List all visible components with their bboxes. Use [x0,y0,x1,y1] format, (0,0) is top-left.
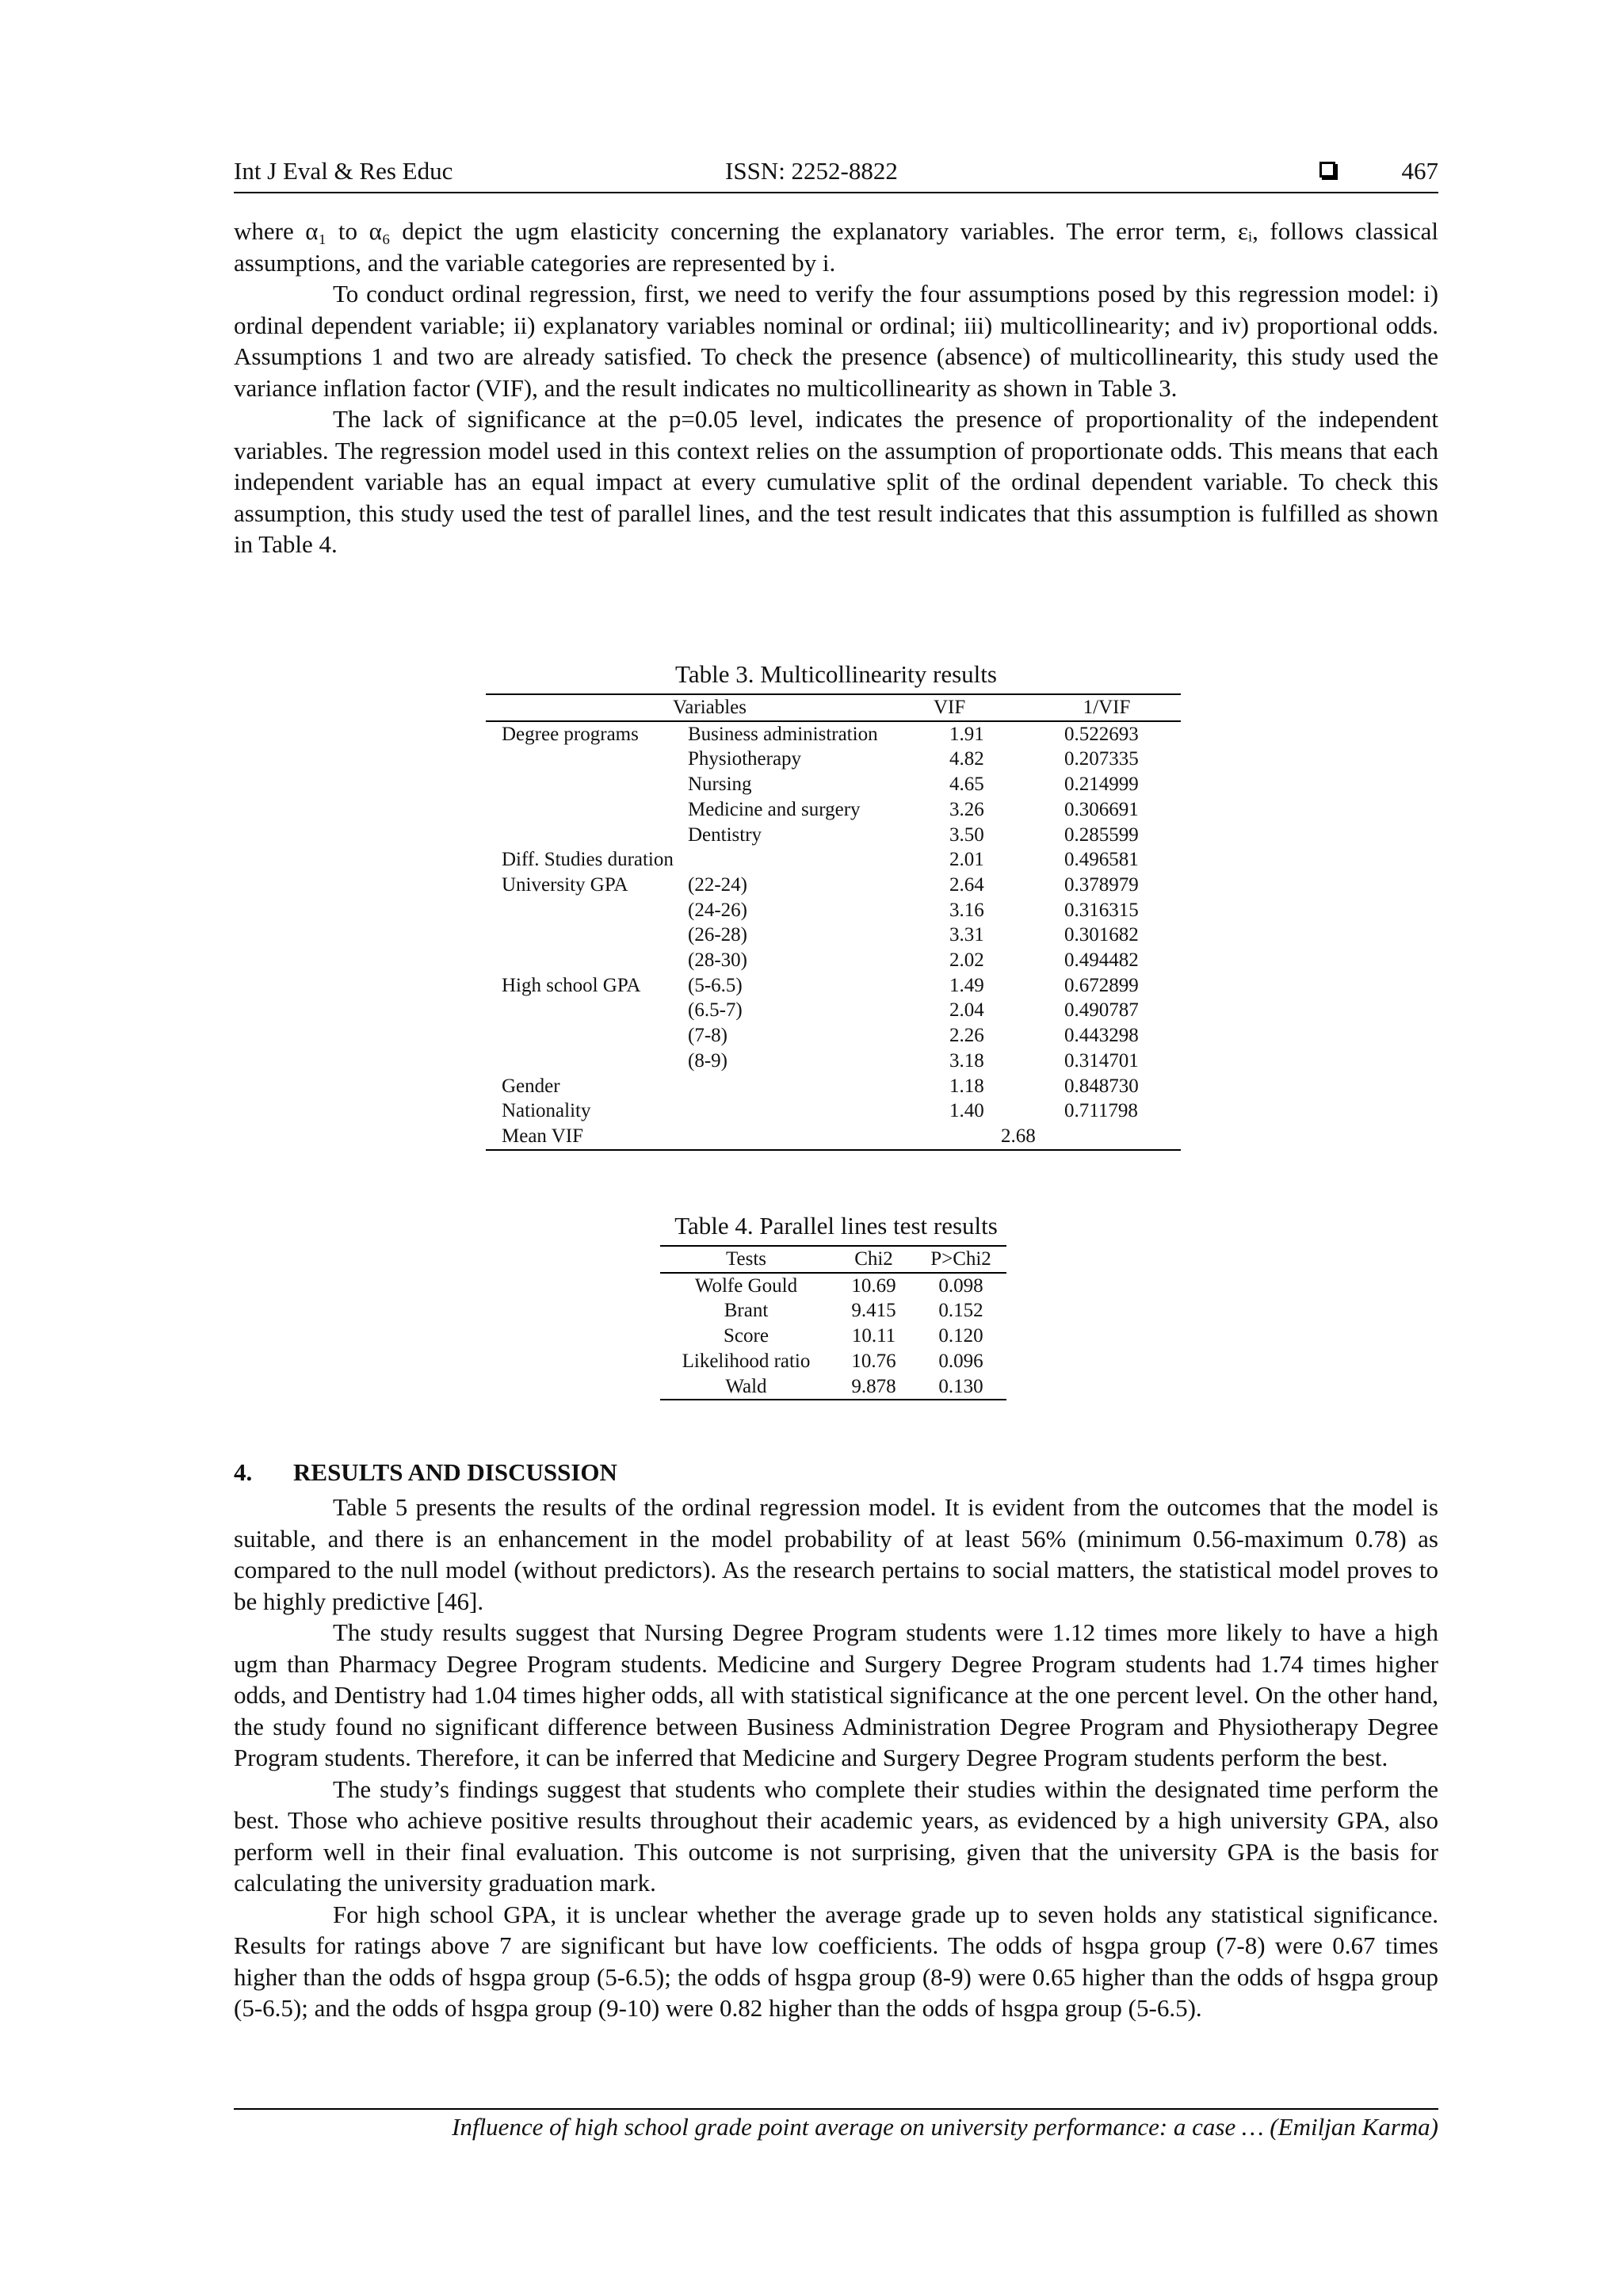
table-cell: Wolfe Gould [694,1274,798,1297]
table-cell: Diff. Studies duration [502,849,674,871]
table-cell [486,772,688,797]
table3-header-variables: Variables [486,694,934,721]
table-cell: 4.65 [949,774,984,796]
journal-name: Int J Eval & Res Educ [234,157,453,185]
table-cell [688,1074,934,1099]
table-cell: Degree programs [502,723,639,745]
table-cell: 0.848730 [1064,1075,1139,1097]
table-cell: 0.130 [915,1374,1006,1400]
table-cell: (22-24) [688,873,747,896]
table-row [486,797,1181,823]
table-row [486,998,1181,1023]
table-cell: (8-9) [688,1049,727,1072]
table-cell [486,1023,688,1049]
paragraph: To conduct ordinal regression, first, we need to verify the four assumptions posed by this regression model: i) ordinal dependent variable; ii) explanatory variables nominal or ordinal; iii) multicollinearity; and iv) proportional odds. Assumptions 1 and two are already satisfied. To check the presence (absence) of multicollinearity, this study used the variance inflation factor (VIF), and the result indicates no multicollinearity as shown in Table 3. [234,280,1438,402]
table-cell: 0.152 [938,1300,983,1322]
issn: ISSN: 2252-8822 [725,157,898,185]
table-cell: Brant [724,1300,769,1322]
table-cell: 0.301682 [1064,924,1139,946]
table-row [486,747,1181,772]
table-cell [486,898,688,923]
table-cell: 10.11 [851,1325,896,1347]
results-text [234,1492,1438,2024]
paragraph: where α₁ to α₆ depict the ugm elasticity concerning the explanatory variables. The error term, εᵢ, follows classical assumptions, and the variable categories are represented by i. [234,217,1438,277]
table4-header-chi2: Chi2 [832,1246,915,1273]
table-cell: Business administration [688,723,878,745]
table-cell [486,747,688,772]
table-row [486,1074,1181,1099]
checkbox-icon [1319,162,1335,178]
table-cell: 2.26 [949,1025,984,1047]
table-cell: 10.76 [851,1350,896,1372]
table-cell: 9.415 [851,1300,896,1322]
table-cell: Nationality [502,1100,591,1122]
table-cell: 2.04 [949,999,984,1022]
table4 [660,1245,1006,1400]
table-cell: 0.098 [938,1274,983,1297]
table-row [486,1098,1181,1124]
table-cell: 0.316315 [1064,899,1139,921]
table3-caption: Table 3. Multicollinearity results [675,660,997,688]
mean-label: Mean VIF [486,1124,688,1150]
table-cell: 0.120 [938,1325,983,1347]
table-cell [486,1049,688,1074]
table-cell: 0.490787 [1064,999,1139,1022]
section-number: 4. [234,1458,253,1486]
table-cell: (24-26) [688,899,747,921]
table-cell [486,823,688,848]
table-cell: University GPA [502,873,628,896]
table4-body [660,1273,1006,1400]
table-cell: Likelihood ratio [682,1350,811,1372]
table-cell: 0.207335 [1064,748,1139,770]
table-cell: 0.711798 [1064,1100,1138,1122]
table-cell: 1.18 [949,1075,984,1097]
table-cell: 0.672899 [1064,974,1139,996]
table-cell [486,998,688,1023]
table-row [660,1273,1006,1299]
table-cell: 3.18 [949,1049,984,1072]
table3-header-inv-vif: 1/VIF [1033,694,1181,721]
table4-caption: Table 4. Parallel lines test results [674,1212,998,1240]
table-cell: Medicine and surgery [688,798,861,820]
table-cell: (6.5-7) [688,999,743,1022]
table-row [486,873,1181,898]
table-row-mean [486,1124,1181,1150]
table-cell: Dentistry [688,823,762,846]
table-cell: 0.285599 [1064,823,1139,846]
table-cell: 0.496581 [1064,849,1139,871]
table-cell: (5-6.5) [688,974,743,996]
table-row [486,923,1181,948]
table-cell: (26-28) [688,924,747,946]
table-cell [486,948,688,973]
table-cell: 3.31 [949,924,984,946]
table-cell: 0.306691 [1064,798,1139,820]
paragraph: For high school GPA, it is unclear whether the average grade up to seven holds any statistical significance. Results for ratings above 7 are significant but have low coefficients. The odds of hsgpa group (7-8) were 0.67 times higher than the odds of hsgpa group (5-6.5); the odds of hsgpa group (8-9) were 0.65 higher than the odds of hsgpa group (5-6.5); and the odds of hsgpa group (9-10) were 0.82 higher than the odds of hsgpa group (5-6.5). [234,1900,1438,2022]
table3-header-vif: VIF [934,694,1033,721]
table-cell: 2.01 [949,849,984,871]
table-cell: 1.91 [949,723,984,745]
table-row [660,1374,1006,1400]
table-cell: 1.49 [949,974,984,996]
paragraph: The lack of significance at the p=0.05 level, indicates the presence of proportionality of the independent variables. The regression model used in this context relies on the assumption of proportionate odds. This means that each independent variable has an equal impact at every cumulative split of the ordinal dependent variable. To check this assumption, this study used the test of parallel lines, and the test result indicates that this assumption is fulfilled as shown in Table 4. [234,405,1438,558]
table-cell: Physiotherapy [688,748,802,770]
table-cell: 0.314701 [1064,1049,1139,1072]
table3 [486,693,1181,1151]
table-row [486,721,1181,747]
running-header [234,157,1438,193]
table-cell: 1.40 [949,1100,984,1122]
table-cell: 0.494482 [1064,949,1139,972]
table-row [486,1023,1181,1049]
table-row [486,847,1181,873]
table-cell [486,797,688,823]
table-cell: 2.02 [949,949,984,972]
table-cell: Nursing [688,774,752,796]
table-cell: 0.096 [938,1350,983,1372]
table-row [486,772,1181,797]
empty-cell [688,1124,934,1150]
table-cell: Wald [660,1374,832,1400]
running-footer: Influence of high school grade point average on university performance: a case … (Emiljan Karma) [234,2108,1438,2141]
table-cell: 3.16 [949,899,984,921]
paragraph: The study results suggest that Nursing Degree Program students were 1.12 times more likely to have a high ugm than Pharmacy Degree Program students. Medicine and Surgery Degree Program students had 1.74 times higher odds, and Dentistry had 1.04 times higher odds, all with statistical significance at the one percent level. On the other hand, the study found no significant difference between Business Administration Degree Program and Physiotherapy Degree Program students. Therefore, it can be inferred that Medicine and Surgery Degree Program students perform the best. [234,1618,1438,1771]
table-row [486,973,1181,999]
section-title: RESULTS AND DISCUSSION [293,1458,617,1486]
table-cell: 0.214999 [1064,774,1139,796]
table4-header-p: P>Chi2 [915,1246,1006,1273]
page-number: 467 [1401,157,1438,185]
table4-header-tests: Tests [660,1246,832,1273]
table-cell: 3.26 [949,798,984,820]
table-cell: 3.50 [949,823,984,846]
table-cell: Gender [502,1075,560,1097]
table-row [660,1298,1006,1324]
table-cell: Score [724,1325,769,1347]
table-cell: 0.378979 [1064,873,1139,896]
table-cell [688,1098,934,1124]
table-cell: 2.64 [949,873,984,896]
table-row [486,898,1181,923]
table-cell: 0.443298 [1064,1025,1139,1047]
paragraph: The study’s findings suggest that students who complete their studies within the designated time perform the best. Those who achieve positive results throughout their academic years, as evidenced by a high university GPA, also perform well in their final evaluation. This outcome is not surprising, given that the university GPA is the basis for calculating the university graduation mark. [234,1775,1438,1897]
table-cell: High school GPA [502,974,641,996]
table-cell: 4.82 [949,748,984,770]
table-row [486,948,1181,973]
table-row [486,1049,1181,1074]
table3-body [486,721,1181,1150]
table-cell: (28-30) [688,949,747,972]
table-row [660,1349,1006,1374]
table-row [486,823,1181,848]
table-cell: 10.69 [851,1274,896,1297]
table-cell: 9.878 [832,1374,915,1400]
table-row [660,1324,1006,1349]
table-cell [688,847,934,873]
mean-value: 2.68 [934,1124,1181,1150]
table-cell [486,923,688,948]
table-cell: 0.522693 [1064,723,1139,745]
intro-text [234,216,1438,560]
paragraph: Table 5 presents the results of the ordinal regression model. It is evident from the outcomes that the model is suitable, and there is an enhancement in the model probability of at least 56% (minimum 0.56-maximum 0.78) as compared to the null model (without predictors). As the research pertains to social matters, the statistical model proves to be highly predictive [46]. [234,1493,1438,1615]
table-cell: (7-8) [688,1025,727,1047]
section-heading [234,1458,617,1487]
